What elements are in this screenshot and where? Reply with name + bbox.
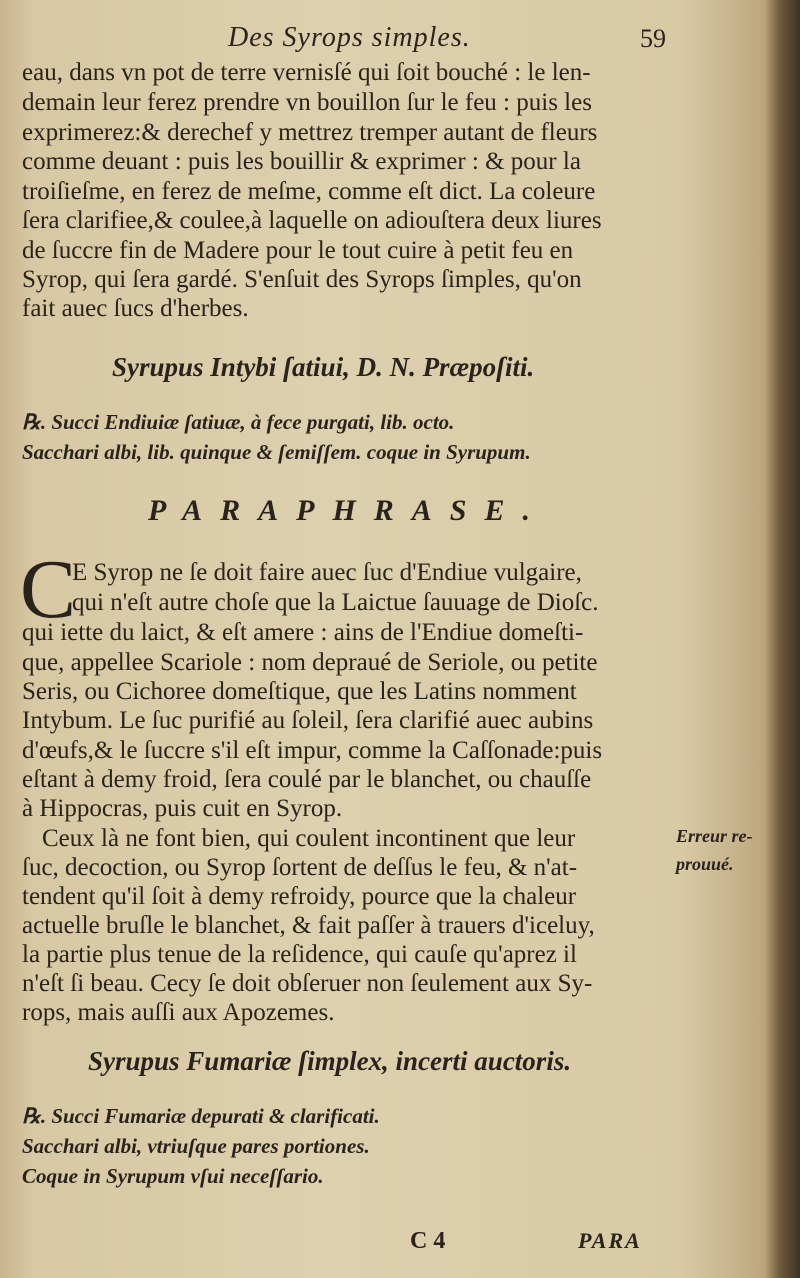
- text-line: Seris, ou Cichoree domeſtique, que les Latins nomment: [22, 678, 577, 705]
- text-line: à Hippocras, puis cuit en Syrop.: [22, 795, 343, 822]
- text-line: demain leur ferez prendre vn bouillon ſur le feu : puis les: [22, 89, 592, 116]
- signature-mark: C 4: [410, 1228, 446, 1254]
- text-line: ſera clarifiee,& coulee,à laquelle on adiouſtera deux liures: [22, 207, 602, 234]
- page-header: [0, 18, 800, 58]
- drop-cap: C: [20, 543, 77, 636]
- text-line: d'œufs,& le ſuccre s'il eſt impur, comme la Caſſonade:puis: [22, 737, 603, 764]
- syrup-fumariae-title: Syrupus Fumariæ ſimplex, incerti auctoris.: [88, 1046, 572, 1076]
- text-line: la partie plus tenue de la reſidence, qui cauſe qu'aprez il: [22, 941, 577, 968]
- recipe-line: Coque in Syrupum vſui neceſſario.: [22, 1164, 324, 1188]
- text-line: E Syrop ne ſe doit faire auec ſuc d'Endiue vulgaire,: [72, 559, 582, 586]
- recipe-line: ℞. Succi Endiuiæ ſatiuæ, à fece purgati, lib. octo.: [22, 410, 455, 434]
- text-line: Ceux là ne font bien, qui coulent incontinent que leur: [42, 825, 576, 852]
- margin-note: Erreur re-: [676, 826, 753, 846]
- text-line: troiſieſme, en ferez de meſme, comme eſt dict. La coleure: [22, 178, 596, 205]
- recipe-line: ℞. Succi Fumariæ depurati & clarificati.: [22, 1104, 380, 1128]
- text-line: actuelle bruſle le blanchet, & fait paſſer à trauers d'iceluy,: [22, 912, 595, 939]
- text-line: tendent qu'il ſoit à demy refroidy, pource que la chaleur: [22, 883, 577, 910]
- text-line: Intybum. Le ſuc purifié au ſoleil, ſera clarifié auec aubins: [22, 707, 594, 734]
- text-line: qui iette du laict, & eſt amere : ains de l'Endiue domeſti-: [22, 619, 584, 646]
- margin-note: prouué.: [676, 854, 734, 874]
- text-line: rops, mais auſſi aux Apozemes.: [22, 999, 335, 1026]
- syrup-intybi-title: Syrupus Intybi ſatiui, D. N. Præpoſiti.: [112, 352, 535, 382]
- text-line: Syrop, qui ſera gardé. S'enſuit des Syrops ſimples, qu'on: [22, 266, 582, 293]
- text-line: eau, dans vn pot de terre vernisſé qui ſoit bouché : le len-: [22, 59, 591, 86]
- running-head: Des Syrops simples.: [228, 22, 471, 53]
- catchword: PARA: [578, 1228, 642, 1253]
- recipe-line: Sacchari albi, lib. quinque & ſemiſſem. coque in Syrupum.: [22, 440, 531, 464]
- text-line: n'eſt ſi beau. Cecy ſe doit obſeruer non ſeulement aux Sy-: [22, 970, 593, 997]
- text-line: exprimerez:& derechef y mettrez tremper autant de fleurs: [22, 119, 598, 146]
- text-line: ſuc, decoction, ou Syrop ſortent de deſſus le feu, & n'at-: [22, 854, 578, 881]
- text-line: fait auec ſucs d'herbes.: [22, 295, 249, 322]
- page-edge: [766, 0, 800, 1278]
- text-line: eſtant à demy froid, ſera coulé par le blanchet, ou chauſſe: [22, 766, 592, 793]
- text-line: de ſuccre fin de Madere pour le tout cuire à petit feu en: [22, 237, 574, 264]
- recipe-line: Sacchari albi, vtriuſque pares portiones.: [22, 1134, 370, 1158]
- page-number: 59: [640, 24, 666, 53]
- text-line: comme deuant : puis les bouillir & exprimer : & pour la: [22, 148, 581, 175]
- text-line: que, appellee Scariole : nom depraué de Seriole, ou petite: [22, 649, 598, 676]
- paraphrase-heading: PARAPHRASE.: [148, 494, 549, 527]
- text-line: qui n'eſt autre choſe que la Laictue ſauuage de Dioſc.: [72, 589, 599, 616]
